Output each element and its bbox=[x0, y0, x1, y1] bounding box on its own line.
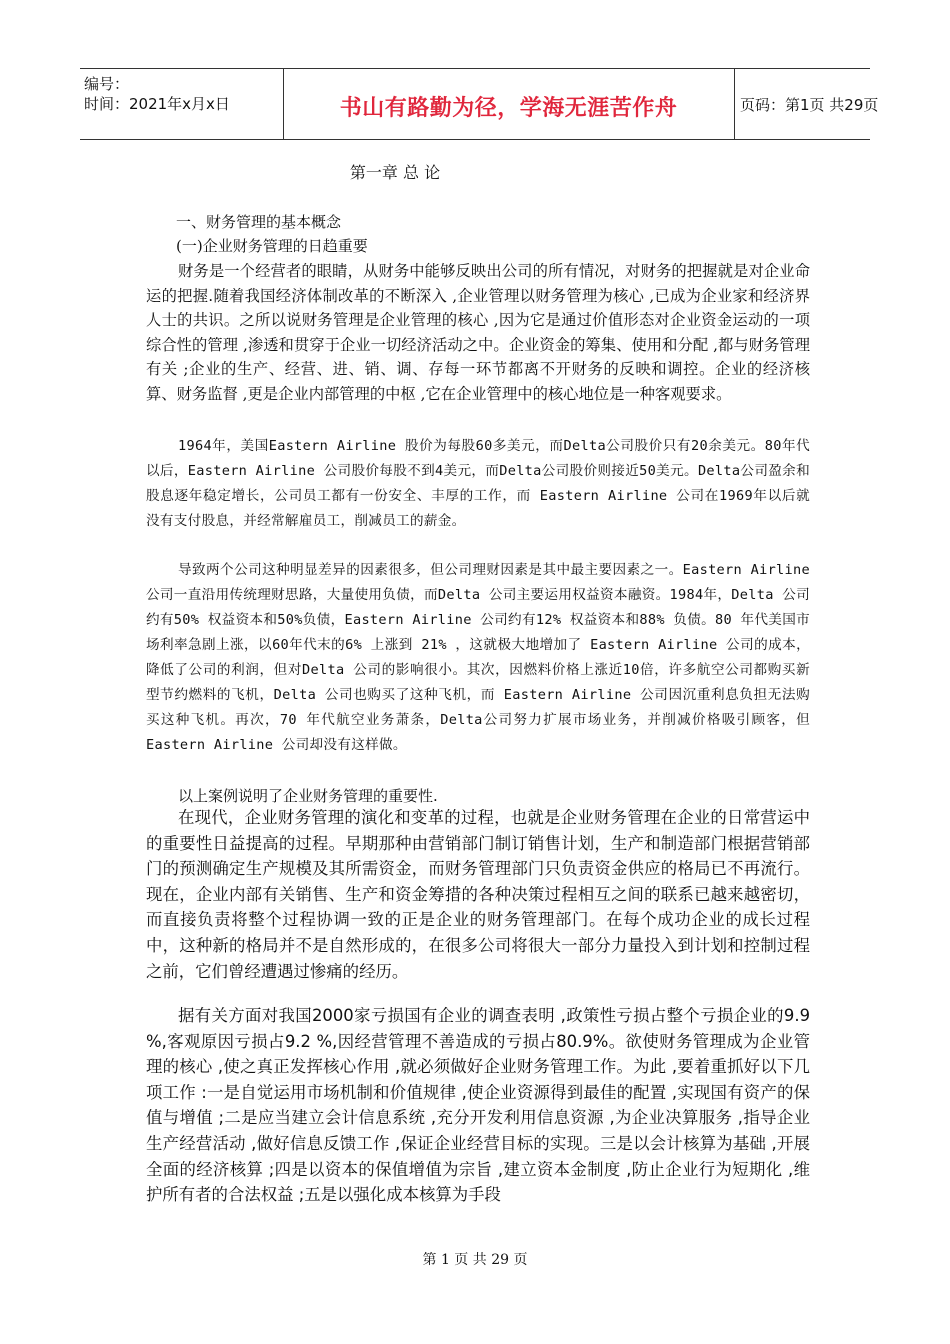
page-footer: 第 1 页 共 29 页 bbox=[422, 1252, 528, 1268]
paragraph-airline-case: 1964年，美国Eastern Airline 股价为每股60多美元，而Delta公司股价只有20余美元。80年代以后，Eastern Airline 公司股价每股不到4美元，而Delta公司股价则接近50美元。Delta公司盈余和股息逐年稳定增长，公司员工都有一份安全、丰厚的工作，而 Eastern Airline 公司在1969年以后就没有支付股息，并经常解雇员工，削减员工的薪金。 bbox=[146, 438, 810, 529]
header-page-info: 页码：第1页 共29页 bbox=[740, 96, 879, 114]
paragraph-finance-overview: 财务是一个经营者的眼睛，从财务中能够反映出公司的所有情况，对财务的把握就是对企业命运的把握.随着我国经济体制改革的不断深入 ,企业管理以财务管理为核心 ,已成为企业家和经济界人士的共识。之所以说财务管理是企业管理的核心 ,因为它是通过价值形态对企业资金运动的一项综合性的管理 ,渗透和贯穿于企业一切经济活动之中。企业资金的筹集、使用和分配 ,都与财务管理有关 ;企业的生产、经营、进、销、调、存每一环节都离不开财务的反映和调控。企业的经济核算、财务监督 ,更是企业内部管理的中枢 ,它在企业管理中的核心地位是一种客观要求。 bbox=[146, 262, 810, 403]
paragraph-case-conclusion: 以上案例说明了企业财务管理的重要性. bbox=[178, 787, 438, 805]
paragraph-airline-analysis: 导致两个公司这种明显差异的因素很多，但公司理财因素是其中最主要因素之一。Eastern Airline 公司一直沿用传统理财思路，大量使用负债，而Delta 公司主要运用权益资本融资。1984年，Delta 公司约有50% 权益资本和50%负债，Eastern Airline 公司约有12% 权益资本和88% 负债。80 年代美国市场利率急剧上涨，以60年代末的6% 上涨到 21% ，这就极大地增加了 Eastern Airline 公司的成本，降低了公司的利润，但对Delta 公司的影响很小。其次，因燃料价格上涨近10倍，许多航空公司都购买新型节约燃料的飞机，Delta 公司也购买了这种飞机，而 Eastern Airline 公司因沉重利息负担无法购买这种飞机。再次，70 年代航空业务萧条，Delta公司努力扩展市场业务，并削减价格吸引顾客，但 Eastern Airline 公司却没有这样做。 bbox=[146, 562, 810, 753]
header-motto-cell bbox=[283, 69, 735, 139]
chapter-title: 第一章 总 论 bbox=[349, 163, 441, 182]
document-time-label: 时间：2021年x月x日 bbox=[84, 95, 230, 113]
section-heading: 一、财务管理的基本概念 bbox=[176, 213, 342, 231]
subsection-heading: (一)企业财务管理的日趋重要 bbox=[176, 237, 368, 255]
paragraph-modern-evolution: 在现代，企业财务管理的演化和变革的过程，也就是企业财务管理在企业的日常营运中的重要性日益提高的过程。早期那种由营销部门制订销售计划，生产和制造部门根据营销部门的预测确定生产规模及其所需资金，而财务管理部门只负责资金供应的格局已不再流行。现在，企业内部有关销售、生产和资金筹措的各种决策过程相互之间的联系已越来越密切，而直接负责将整个过程协调一致的正是企业的财务管理部门。在每个成功企业的成长过程中，这种新的格局并不是自然形成的，在很多公司将很大一部分力量投入到计划和控制过程之前，它们曾经遭遇过惨痛的经历。 bbox=[146, 808, 810, 981]
header-left-cell bbox=[80, 69, 284, 139]
header-page-cell bbox=[734, 69, 879, 139]
document-number-label: 编号： bbox=[84, 75, 130, 93]
paragraph-survey-findings: 据有关方面对我国2000家亏损国有企业的调查表明 ,政策性亏损占整个亏损企业的9.9 %,客观原因亏损占9.2 %,因经营管理不善造成的亏损占80.9%。欲使财务管理成为企业管理的核心 ,使之真正发挥核心作用 ,就必须做好企业财务管理工作。为此 ,要着重抓好以下几项工作 :一是自觉运用市场机制和价值规律 ,使企业资源得到最佳的配置 ,实现国有资产的保值与增值 ;二是应当建立会计信息系统 ,充分开发利用信息资源 ,为企业决算服务 ,指导企业生产经营活动 ,做好信息反馈工作 ,保证企业经营目标的实现。三是以会计核算为基础 ,开展全面的经济核算 ;四是以资本的保值增值为宗旨 ,建立资本金制度 ,防止企业行为短期化 ,维护所有者的合法权益 ;五是以强化成本核算为手段 bbox=[146, 1006, 810, 1205]
header-motto: 书山有路勤为径，学海无涯苦作舟 bbox=[339, 96, 678, 121]
page-header bbox=[80, 68, 879, 140]
